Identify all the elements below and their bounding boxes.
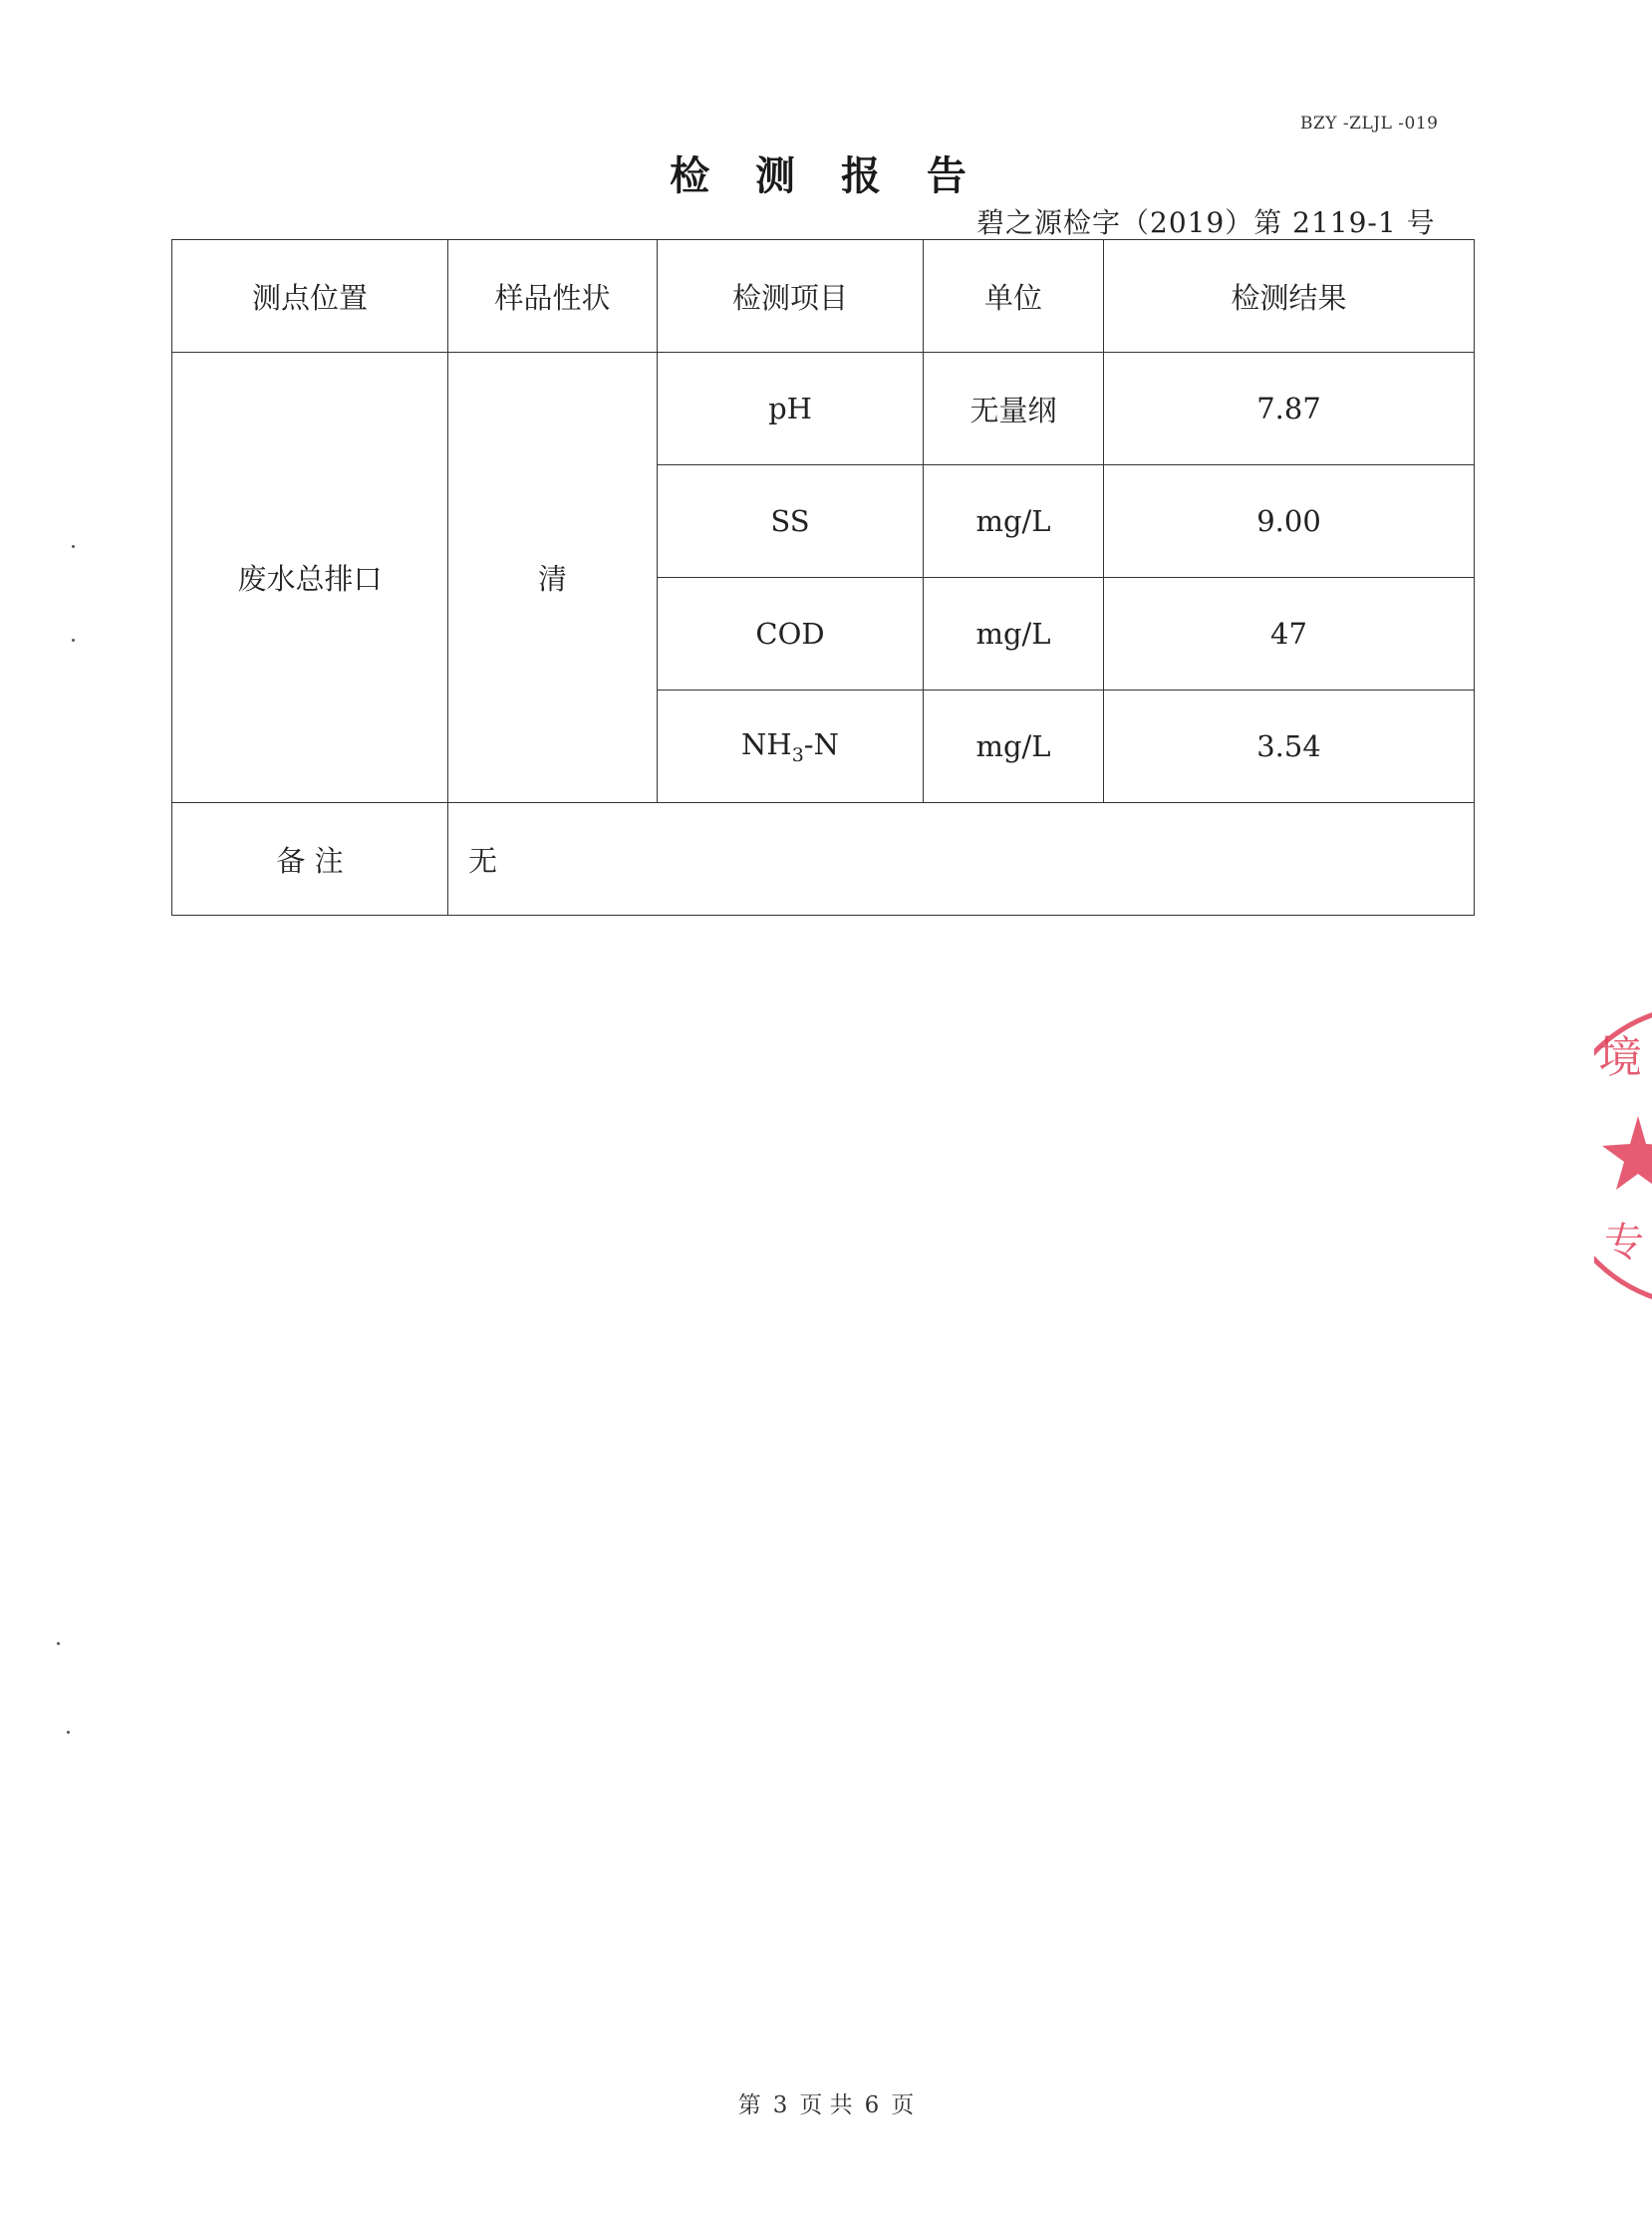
page-mid: 页 共 [799, 2092, 853, 2118]
header-unit: 单位 [924, 240, 1104, 353]
official-seal-fragment [1594, 1006, 1652, 1305]
header-result: 检测结果 [1104, 240, 1475, 353]
result-cell: 3.54 [1104, 691, 1475, 803]
report-title: 检 测 报 告 [670, 152, 982, 199]
scan-speck [72, 639, 75, 642]
item-subscript: 3 [791, 743, 804, 766]
table-row [172, 353, 1475, 465]
seal-char-bottom: 专 [1604, 1220, 1644, 1265]
header-sample-state: 样品性状 [448, 240, 658, 353]
test-result-table [171, 239, 1475, 916]
scan-speck [72, 545, 75, 548]
page-suffix: 页 [891, 2092, 915, 2118]
remark-label: 备 注 [172, 803, 448, 916]
page-total: 6 [864, 2092, 880, 2118]
result-cell: 47 [1104, 578, 1475, 691]
page-footer [0, 2086, 1652, 2119]
scan-speck [57, 1642, 60, 1645]
report-number: 碧之源检字（2019）第 2119-1 号 [976, 206, 1436, 239]
unit-cell: 无量纲 [924, 353, 1104, 465]
item-cell: pH [658, 353, 924, 465]
header-test-item: 检测项目 [658, 240, 924, 353]
item-cell: SS [658, 465, 924, 578]
unit-cell: mg/L [924, 691, 1104, 803]
unit-cell: mg/L [924, 465, 1104, 578]
seal-char-top: 境 [1598, 1032, 1642, 1083]
location-cell: 废水总排口 [172, 353, 448, 803]
page-current: 3 [772, 2092, 788, 2118]
document-code: BZY -ZLJL -019 [1300, 114, 1439, 134]
seal-icon [1594, 1006, 1652, 1305]
item-cell [658, 691, 924, 803]
remark-row [172, 803, 1475, 916]
header-location: 测点位置 [172, 240, 448, 353]
item-cell: COD [658, 578, 924, 691]
table-header-row [172, 240, 1475, 353]
sample-state-cell: 清 [448, 353, 658, 803]
remark-value: 无 [448, 803, 1475, 916]
item-prefix: NH [741, 726, 792, 761]
scan-speck [67, 1731, 70, 1734]
page-prefix: 第 [737, 2092, 761, 2118]
result-cell: 9.00 [1104, 465, 1475, 578]
result-cell: 7.87 [1104, 353, 1475, 465]
item-suffix: -N [803, 726, 839, 761]
unit-cell: mg/L [924, 578, 1104, 691]
